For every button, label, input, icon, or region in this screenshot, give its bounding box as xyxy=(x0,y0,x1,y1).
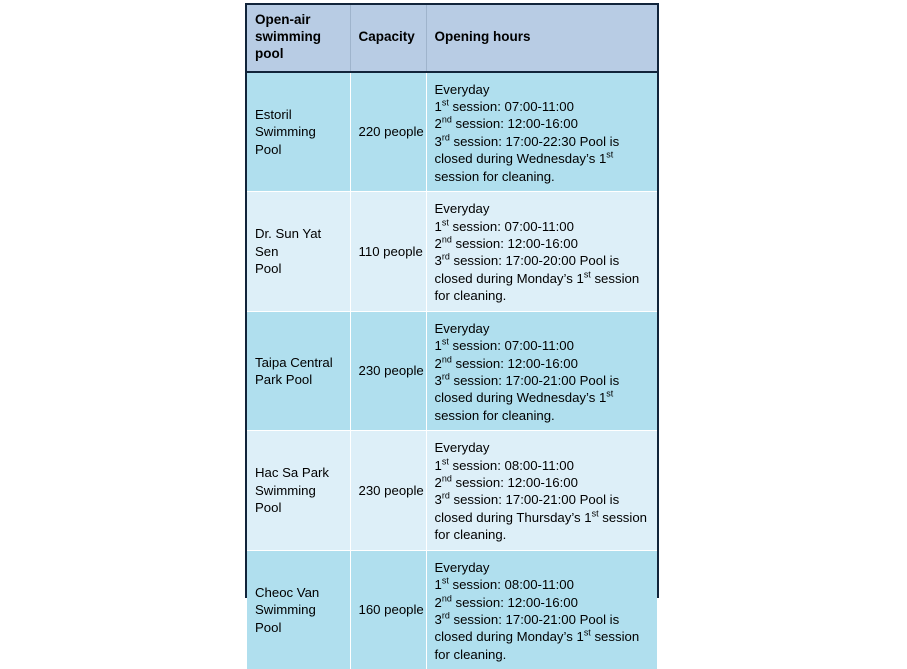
opening-hours-session-line: 1st session: 07:00-11:00 xyxy=(434,217,574,234)
cell-opening-hours xyxy=(426,431,657,551)
table-body xyxy=(247,72,657,669)
ordinal-suffix: st xyxy=(606,388,614,399)
ordinal-suffix: st xyxy=(606,149,614,160)
pool-name-line: Taipa Central xyxy=(255,354,333,370)
ordinal-suffix: st xyxy=(441,336,449,347)
column-header-pool-name xyxy=(247,5,350,72)
cell-opening-hours xyxy=(426,192,657,312)
pool-schedule-table xyxy=(247,5,657,669)
column-header-capacity: Capacity xyxy=(350,5,426,72)
ordinal-suffix: st xyxy=(583,269,591,280)
opening-hours-session-line: 3rd session: 17:00-21:00 Pool is closed during Thursday’s 1st session for cleaning. xyxy=(434,491,647,543)
pool-name-line: Park Pool xyxy=(255,371,313,387)
opening-hours-session-line: 2nd session: 12:00-16:00 xyxy=(434,354,578,371)
cell-opening-hours xyxy=(426,311,657,431)
opening-hours-session-line: 2nd session: 12:00-16:00 xyxy=(434,593,578,610)
ordinal-suffix: nd xyxy=(441,115,452,126)
cell-pool-name xyxy=(247,72,350,192)
opening-hours-session-line: 3rd session: 17:00-21:00 Pool is closed during Monday’s 1st session for cleaning. xyxy=(434,610,640,662)
table-row xyxy=(247,72,657,192)
opening-hours-session-line: 3rd session: 17:00-22:30 Pool is closed during Wednesday’s 1st session for cleaning. xyxy=(434,132,620,184)
cell-opening-hours xyxy=(426,550,657,669)
cell-pool-name xyxy=(247,431,350,551)
table-header xyxy=(247,5,657,72)
opening-hours-session-line: 1st session: 07:00-11:00 xyxy=(434,97,574,115)
opening-hours-everyday: Everyday xyxy=(434,201,490,217)
cell-capacity: 220 people xyxy=(350,72,426,192)
opening-hours-session-line: 1st session: 07:00-11:00 xyxy=(434,336,574,354)
ordinal-suffix: nd xyxy=(441,593,452,604)
cell-opening-hours xyxy=(426,72,657,192)
pool-name-line: Swimming Pool xyxy=(255,124,316,157)
ordinal-suffix: rd xyxy=(441,252,450,263)
pool-name-line: Hac Sa Park xyxy=(255,465,330,481)
ordinal-suffix: st xyxy=(591,508,599,519)
ordinal-suffix: rd xyxy=(441,610,450,621)
cell-capacity: 230 people xyxy=(350,311,426,431)
opening-hours-session-line: 3rd session: 17:00-21:00 Pool is closed during Wednesday’s 1st session for cleaning. xyxy=(434,371,620,423)
cell-capacity: 230 people xyxy=(350,431,426,551)
ordinal-suffix: st xyxy=(441,575,449,586)
ordinal-suffix: st xyxy=(441,217,449,228)
opening-hours-session-line: 2nd session: 12:00-16:00 xyxy=(434,473,578,491)
opening-hours-session-line: 2nd session: 12:00-16:00 xyxy=(434,115,578,132)
ordinal-suffix: rd xyxy=(441,491,450,502)
ordinal-suffix: nd xyxy=(441,473,452,484)
ordinal-suffix: rd xyxy=(441,371,450,382)
ordinal-suffix: rd xyxy=(441,132,450,143)
opening-hours-everyday: Everyday xyxy=(434,440,490,456)
ordinal-suffix: nd xyxy=(441,354,452,365)
cell-pool-name xyxy=(247,192,350,312)
header-row xyxy=(247,5,657,72)
pool-name-line: Dr. Sun Yat Sen xyxy=(255,226,322,259)
column-header-pool-name-line1: Open-air xyxy=(255,12,311,27)
column-header-pool-name-line2: swimming pool xyxy=(255,28,322,61)
cell-capacity: 160 people xyxy=(350,550,426,669)
pool-name-line: Swimming Pool xyxy=(255,482,316,516)
opening-hours-session-line: 1st session: 08:00-11:00 xyxy=(434,575,574,593)
opening-hours-everyday: Everyday xyxy=(434,559,490,575)
opening-hours-session-line: 3rd session: 17:00-20:00 Pool is closed during Monday’s 1st session for cleaning. xyxy=(434,252,640,304)
cell-capacity: 110 people xyxy=(350,192,426,312)
cell-pool-name xyxy=(247,311,350,431)
opening-hours-session-line: 2nd session: 12:00-16:00 xyxy=(434,234,578,251)
table-row xyxy=(247,192,657,312)
opening-hours-everyday: Everyday xyxy=(434,320,490,336)
pool-schedule-table-container xyxy=(245,3,659,662)
opening-hours-everyday: Everyday xyxy=(434,81,490,97)
table-row xyxy=(247,311,657,431)
ordinal-suffix: st xyxy=(441,456,449,467)
pool-name-line: Cheoc Van xyxy=(255,584,320,600)
cell-pool-name xyxy=(247,550,350,669)
pool-name-line: Pool xyxy=(255,261,282,277)
column-header-opening-hours: Opening hours xyxy=(426,5,657,72)
opening-hours-session-line: 1st session: 08:00-11:00 xyxy=(434,456,574,473)
ordinal-suffix: st xyxy=(441,97,449,108)
ordinal-suffix: nd xyxy=(441,234,452,245)
pool-name-line: Swimming Pool xyxy=(255,602,316,635)
table-row xyxy=(247,550,657,669)
pool-name-line: Estoril xyxy=(255,106,292,122)
ordinal-suffix: st xyxy=(583,628,591,639)
table-row xyxy=(247,431,657,551)
